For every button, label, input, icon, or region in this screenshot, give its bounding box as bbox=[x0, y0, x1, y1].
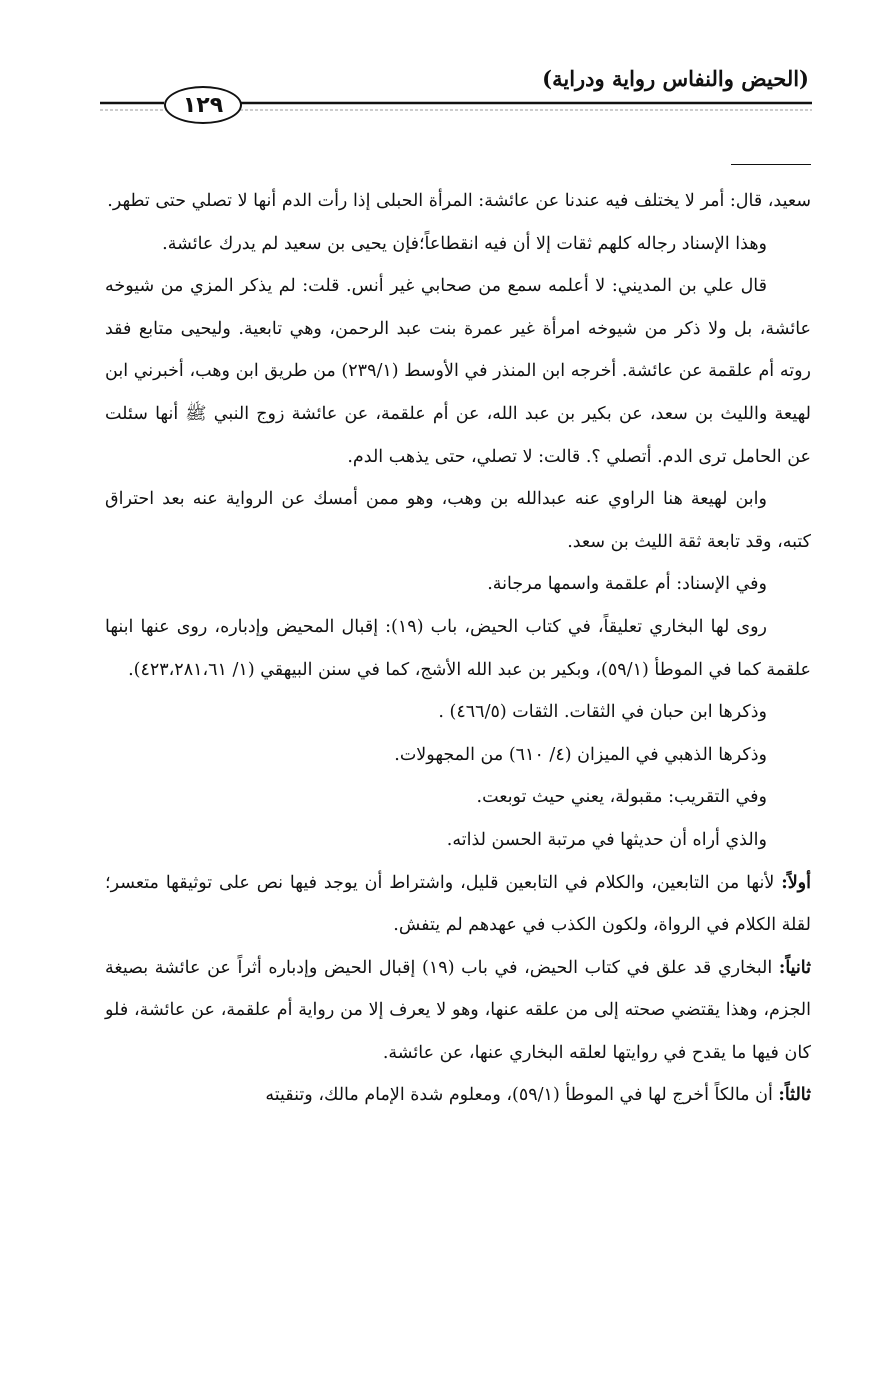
paragraph-text: والذي أراه أن حديثها في مرتبة الحسن لذاته. bbox=[446, 829, 767, 850]
paragraph-8 bbox=[105, 734, 811, 777]
paragraph-3 bbox=[105, 265, 811, 478]
paragraph-9 bbox=[105, 776, 811, 819]
paragraph-text: روى لها البخاري تعليقاً، في كتاب الحيض، باب (١٩): إقبال المحيض وإدباره، روى عنها ابنها علقمة كما في الموطأ (٥٩/١)، وبكير بن عبد الله الأشج، كما في سنن البيهقي (١/ ٤٢٣،٢٨١،٦١). bbox=[105, 616, 811, 680]
paragraph-text: وذكرها الذهبي في الميزان (٤/ ٦١٠) من المجهولات. bbox=[394, 744, 767, 765]
paragraph-2 bbox=[105, 223, 811, 266]
paragraph-lead: ثانياً: bbox=[778, 957, 812, 978]
paragraph-lead: أولاً: bbox=[781, 872, 811, 893]
paragraph-5 bbox=[105, 563, 811, 606]
paragraph-11 bbox=[105, 862, 811, 947]
running-header-title: (الحيض والنفاس رواية ودراية) bbox=[542, 66, 809, 91]
page-number: ١٢٩ bbox=[164, 86, 242, 124]
header-rule bbox=[0, 80, 879, 130]
paragraph-text: البخاري قد علق في كتاب الحيض، في باب (١٩) إقبال الحيض وإدباره أثراً عن عائشة بصيغة الجزم، وهذا يقتضي صحته إلى من علقه عنها، وهو لا يعرف إلا من رواية أم علقمة، عن عائشة، فلو كان فيها ما يقدح في روايتها لعلقه البخاري عنها، عن عائشة. bbox=[105, 957, 811, 1063]
body-text bbox=[105, 180, 811, 1117]
paragraph-text: قال علي بن المديني: لا أعلمه سمع من صحابي غير أنس. قلت: لم يذكر المزي من شيوخه عائشة، بل ولا ذكر من شيوخه امرأة غير عمرة بنت عبد الرحمن، وهي تابعية. وليحيى متابع فقد روته أم علقمة عن عائشة. أخرجه ابن المنذر في الأوسط (٢٣٩/١) من طريق ابن وهب، أخبرني ابن لهيعة والليث بن سعد، عن بكير بن عبد الله، عن أم علقمة، عن عائشة زوج النبي ﷺ أنها سئلت عن الحامل ترى الدم. أتصلي ؟. قالت: لا تصلي، حتى يذهب الدم. bbox=[105, 276, 811, 467]
paragraph-10 bbox=[105, 819, 811, 862]
paragraph-4 bbox=[105, 478, 811, 563]
paragraph-text: وفي التقريب: مقبولة، يعني حيث توبعت. bbox=[476, 787, 767, 808]
paragraph-lead: ثالثاً: bbox=[778, 1085, 811, 1106]
paragraph-text: وذكرها ابن حبان في الثقات. الثقات (٤٦٦/٥) . bbox=[438, 702, 767, 723]
paragraph-text: لأنها من التابعين، والكلام في التابعين قليل، واشتراط أن يوجد فيها نص على توثيقها متعسر؛ لقلة الكلام في الرواة، ولكون الكذب في عهدهم لم يتفش. bbox=[105, 872, 811, 936]
paragraph-text: وفي الإسناد: أم علقمة واسمها مرجانة. bbox=[487, 574, 767, 595]
paragraph-12 bbox=[105, 947, 811, 1075]
paragraph-6 bbox=[105, 606, 811, 691]
footnote-separator bbox=[731, 164, 811, 165]
paragraph-7 bbox=[105, 691, 811, 734]
paragraph-text: وهذا الإسناد رجاله كلهم ثقات إلا أن فيه انقطاعاً؛فإن يحيى بن سعيد لم يدرك عائشة. bbox=[162, 233, 767, 254]
paragraph-13 bbox=[105, 1074, 811, 1117]
paragraph-1 bbox=[105, 180, 811, 223]
paragraph-text: وابن لهيعة هنا الراوي عنه عبدالله بن وهب، وهو ممن أمسك عن الرواية عنه بعد احتراق كتبه، وقد تابعة ثقة الليث بن سعد. bbox=[105, 489, 811, 552]
paragraph-text: أن مالكاً أخرج لها في الموطأ (٥٩/١)، ومعلوم شدة الإمام مالك، وتنقيته bbox=[265, 1085, 779, 1106]
paragraph-text: سعيد، قال: أمر لا يختلف فيه عندنا عن عائشة: المرأة الحبلى إذا رأت الدم أنها لا تصلي حتى تطهر. bbox=[107, 191, 811, 211]
